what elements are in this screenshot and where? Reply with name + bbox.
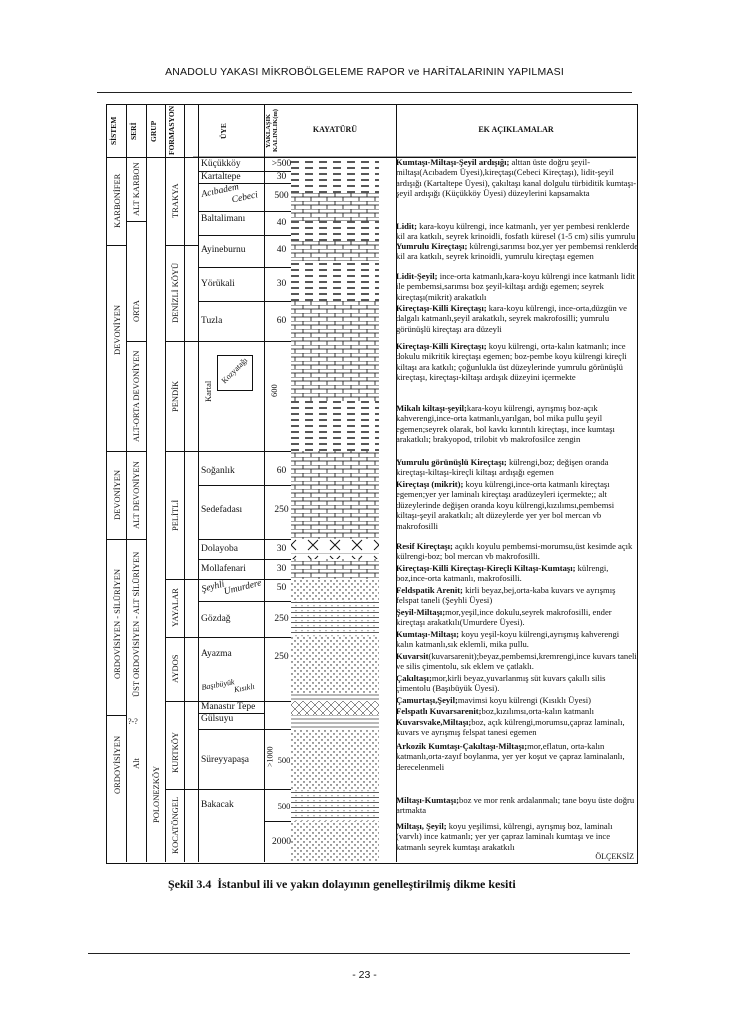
note-block [396,403,638,457]
member-thickness: >500 [271,159,292,169]
formation-label: PENDİK [170,380,180,412]
note-text: mavimsi koyu külrengi (Kısıklı Üyesi) [457,695,592,705]
note-text: boz,kızılımsı,orta-kalın katmanlı [481,706,594,716]
member-thickness: 30 [276,564,287,574]
divider [184,105,185,862]
note-block [396,821,638,854]
note-block [396,303,638,339]
member-thickness: 30 [276,544,287,554]
note-title: Kireçtaşı-Killi Kireçtaşı; [396,341,487,351]
col-kayaturu: KAYATÜRÜ [312,125,358,134]
note-title: Arkozik Kumtaşı-Çakıltaşı-Miltaşı; [396,741,528,751]
note-title: Yumrulu görünüşlü Kireçtaşı; [396,457,507,467]
note-text: külrengi,sarımsı boz,yer yer pembemsi renklerde kil ara katkılı, seyrek krinoidli, yumrulu kireçtaşı egemen [396,241,638,262]
note-block [396,651,638,673]
member-thickness: 500 [274,191,289,201]
note-title: Lidit-Şeyil; [396,271,438,281]
note-title: Resif Kireçtaşı; [396,541,453,551]
sistem-label: DEVONİYEN [112,469,122,521]
note-text: boz ve mor renk ardalanmalı; tane boyu üste doğru artmakta [396,795,635,816]
member-thickness: 250 [274,614,289,624]
member-thickness: 2000 [272,837,291,847]
member-name: Süreyyapaşa [201,755,250,765]
note-block [396,457,638,479]
note-block [396,585,638,607]
member-thickness: 40 [276,245,287,255]
col-formasyon: FORMASYON [167,105,176,155]
note-title: Lidit; [396,221,418,231]
sistem-label: ORDOVİSİYEN [112,735,122,795]
note-title: Kireçtaşı (mikrit); [396,479,464,489]
member-name: Gözdağ [201,614,231,624]
member-thickness: 600 [269,384,279,398]
note-title: Kireçtaşı-Killi Kireçtaşı; [396,303,487,313]
note-title: Şeyil-Miltaşı; [396,607,446,617]
stratigraphic-column-figure [106,104,638,864]
member-name: Sedefadası [201,505,243,515]
page-header: ANADOLU YAKASI MİKROBÖLGELEME RAPOR ve HARİTALARININ YAPILMASI [165,66,564,78]
note-block [396,629,638,651]
divider [165,701,198,702]
note-title: Yumrulu Kireçtaşı; [396,241,468,251]
note-block [396,157,638,221]
note-text: koyu külrengi, orta-kalın katmanlı; ince dokulu mikritik kireçtaşı egemen; boz-pembe koyu külrengi kireçli kiltaşı ara katkılı; çoğunlukla üst düzeylerinde yumrulu görünüşlü kireçtaşı, kireçtaşı-kiltaşı ardışık düzeyini içermekte [396,341,627,383]
note-title: Feldspatik Arenit; [396,585,463,595]
note-title: Kireçtaşı-Killi Kireçtaşı-Kireçli Kiltaşı-Kumtaşı; [396,563,576,573]
member-thickness: 250 [274,505,289,515]
header-rule [97,92,632,93]
note-text: kara-koyu külrengi, ince katmanlı, yer yer pembesi renklerde kil ara katkılı, seyrek krinoidli, fosfatlı küresel (1-5 cm) silis yumrulu [396,221,636,241]
note-title: Kumtaşı-Miltaşı-Şeyil ardışığı; [396,157,510,167]
member-thickness: 60 [276,316,287,326]
kurtkoy-thickness: >1000 [265,746,275,768]
col-kalinlik: YAKLAŞIK KALINLIK(m) [265,109,279,153]
note-text: kirli beyaz,bej,orta-kaba kuvars ve ayrışmış felspat taneli (Şeyhli Üyesi) [396,585,616,606]
divider [264,821,291,822]
seri-uncertain: ?-? [128,717,138,726]
member-name: Baltalimanı [201,214,246,224]
note-text: boz, açık külrengi,morumsu,çapraz laminalı, kuvars ve ayrışmış felspat tanesi egemen [396,717,625,738]
caption-text: İstanbul ili ve yakın dolayının genelleştirilmiş dikme kesiti [217,877,516,891]
member-name: Kozyatağı [219,355,250,386]
divider [146,105,147,862]
member-name: Umurdere [222,578,263,598]
note-block [396,795,638,819]
formation-label: KURTKÖY [170,731,180,773]
sistem-label: DEVONİYEN [112,304,122,356]
col-sistem: SİSTEM [109,116,118,146]
note-text: alttan üste doğru şeyil-miltaşı(Acıbadem Üyesi),kireçtaşı(Cebeci Kireçtaşı), lidit-şeyil ardışığı (Kartaltepe Üyesi), çakıltaşı kanal dolgulu türbiditik kumtaşı-şeyil ardışığı (Küçükköy Üyesi) düzeylerini kapsamakta [396,157,637,199]
seri-label: ORTA [131,300,141,322]
member-name: Gülsuyu [201,714,234,724]
note-block [396,221,638,241]
seri-label: Alt [131,758,141,770]
divider [126,105,127,862]
note-block [396,706,638,717]
scale-label: ÖLÇEKSİZ [595,852,634,861]
note-text: kara-koyu külrengi, ayrışmış boz-açık kahverengi,ince-orta katmanlı,yarılgan, bol mika pullu şeyil egemen;seyrek olarak, bol kavkı kırıntılı kireçtaşı, ince kumtaşı arakatkılı; brakyopod, trilobit vb makrofosilce zengin [396,403,615,445]
formation-label: DENİZLİ KÖYÜ [170,262,180,324]
note-title: Çamurtaşı,Şeyil; [396,695,458,705]
figure-caption [168,877,516,892]
seri-label: ÜST ORDOVİSİYEN - ALT SİLÜRİYEN [131,551,141,697]
col-grup: GRUP [149,120,158,142]
note-block [396,673,638,695]
note-text: ince-orta katmanlı,kara-koyu külrengi ince katmanlı lidit ile pembemsi,sarımsı boz şeyil-kiltaşı ardığı egemen; seyrek kireçtaşı(mikrit) arakatkılı [396,271,635,302]
divider [198,729,291,730]
member-name: Bakacak [201,800,234,810]
member-thickness: 250 [274,652,289,662]
note-block [396,271,638,303]
col-uye: ÜYE [219,123,228,139]
formation-label: AYDOS [170,654,180,684]
member-name: Soğanlık [201,466,235,476]
member-thickness: 40 [276,218,287,228]
note-title: Kumtaşı-Miltaşı; [396,629,460,639]
col-seri: SERİ [129,122,138,140]
note-text: külrengi, boz,ince-orta katmanlı, makrofosilli. [396,563,609,584]
member-name: Kısıklı [233,681,256,694]
note-block [396,563,638,585]
note-text: koyu külrengi,ince-orta katmanlı kireçtaşı egemen;yer yer laminalı kireçtaşı aradüzeyleri içermekte;; alt düzeylerinde değişen oranda koyu külrengi,kızılımsı,pembemsi kiltaşı-şeyil arakatkılı; alt düzeylerde yer yer bol mercan vb makrofosilli [396,479,615,531]
divider [198,211,291,212]
member-thickness: 500 [277,755,291,765]
member-thickness: 30 [276,172,287,182]
member-thickness: 50 [276,583,287,593]
member-name: Dolayoba [201,544,238,554]
formation-label: YAYALAR [170,588,180,628]
note-text: (kuvarsarenit);beyaz,pembemsi,kremrengi,ince kuvars taneli ve silis çimentolu, sık eklem ve çatlaklı. [396,651,637,672]
kozyatagi-box [217,355,253,391]
note-block [396,541,638,563]
note-text: külrengi,boz; değişen oranda kireçtaşı-kiltaşı-kireçli kiltaşı ardışığı egemen [396,457,609,478]
divider [198,451,291,452]
note-block [396,341,638,403]
member-name: Şeyhli [200,579,226,595]
divider [165,105,166,862]
member-name: Cebeci [230,190,259,206]
note-title: Mikalı kiltaşı-şeyil; [396,403,467,413]
member-name: Kartaltepe [201,172,241,182]
col-ek-aciklamalar: EK AÇIKLAMALAR [478,125,554,134]
member-name: Manastır Tepe [201,702,256,712]
note-title: Miltaşı-Kumtaşı; [396,795,460,805]
note-text: koyu yeşilimsi, külrengi, ayrışmış boz, laminalı (varvlı) ince katmanlı; yer yer çapraz laminalı kumtaşı ve ince katmanlı seyrek kumtaşı arakatkılı [396,821,613,852]
member-thickness: 30 [276,279,287,289]
note-title: Kuvarsit [396,651,429,661]
seri-label: ALT DEVONİYEN [131,461,141,529]
formation-label: TRAKYA [170,183,180,219]
seri-label: ALT KARBON [131,162,141,216]
member-name: Küçükköy [201,159,241,169]
page-number: - 23 - [352,969,377,981]
member-name: Ayineburnu [201,245,246,255]
member-name: Yörükali [201,279,235,289]
member-thickness: 60 [276,466,287,476]
note-title: Felspatlı Kuvarsarenit; [396,706,482,716]
member-name: Ayazma [201,649,232,659]
member-thickness: 500 [277,801,291,811]
member-name: Mollafenari [201,564,246,574]
note-block [396,741,638,785]
note-block [396,607,638,629]
sistem-label: ORDOVİSİYEN - SİLÜRİYEN [112,568,122,680]
member-name: Acıbadem [200,182,240,200]
note-block [396,241,638,271]
note-text: mor,eflatun, orta-kalın katmanlı,orta-zayıf boylanma, yer yer koşut ve çapraz laminalanlı, derecelenmeli [396,741,625,772]
member-name: Başıbüyük [200,676,236,692]
note-title: Çakıltaşı; [396,673,432,683]
caption-label: Şekil 3.4 [168,877,212,891]
formation-label: KOCATÖNGEL [170,796,180,854]
member-name-vertical: Kartal [203,380,213,402]
seri-label: ALT-ORTA DEVONİYEN [131,350,141,442]
note-block [396,717,638,739]
note-text: kara-koyu külrengi, ince-orta,düzgün ve dalgalı katmanlı,şeyil arakatkılı, seyrek makrofosilli; yumrulu görünüşlü kireçtaşı ara düzeyli [396,303,627,334]
note-block [396,695,638,706]
note-text: mor,kirli beyaz,yuvarlanmış süt kuvars çakıllı silis çimentolu (Başıbüyük Üyesi). [396,673,606,694]
note-block [396,479,638,541]
note-text: açıklı koyulu pembemsi-morumsu,üst kesimde açık külrengi-boz; bol mercan vb makrofosilli. [396,541,633,562]
note-text: mor,yeşil,ince dokulu,seyrek makrofosilli, ender kireçtaşı arakatkılı(Umurdere Üyesi). [396,607,612,628]
note-title: Miltaşı, Şeyil; [396,821,447,831]
footer-rule [88,953,630,954]
divider [198,341,291,342]
sistem-label: KARBONİFER [112,173,122,229]
member-name: Tuzla [201,316,223,326]
formation-label: PELİTLİ [170,499,180,531]
note-text: koyu yeşil-koyu külrengi,ayrışmış kahverengi kalın katmanlı,sık eklemli, mika pullu. [396,629,620,650]
note-title: Kuvarsvake,Miltaşı; [396,717,472,727]
grup-label: POLONEZKÖY [151,765,161,823]
